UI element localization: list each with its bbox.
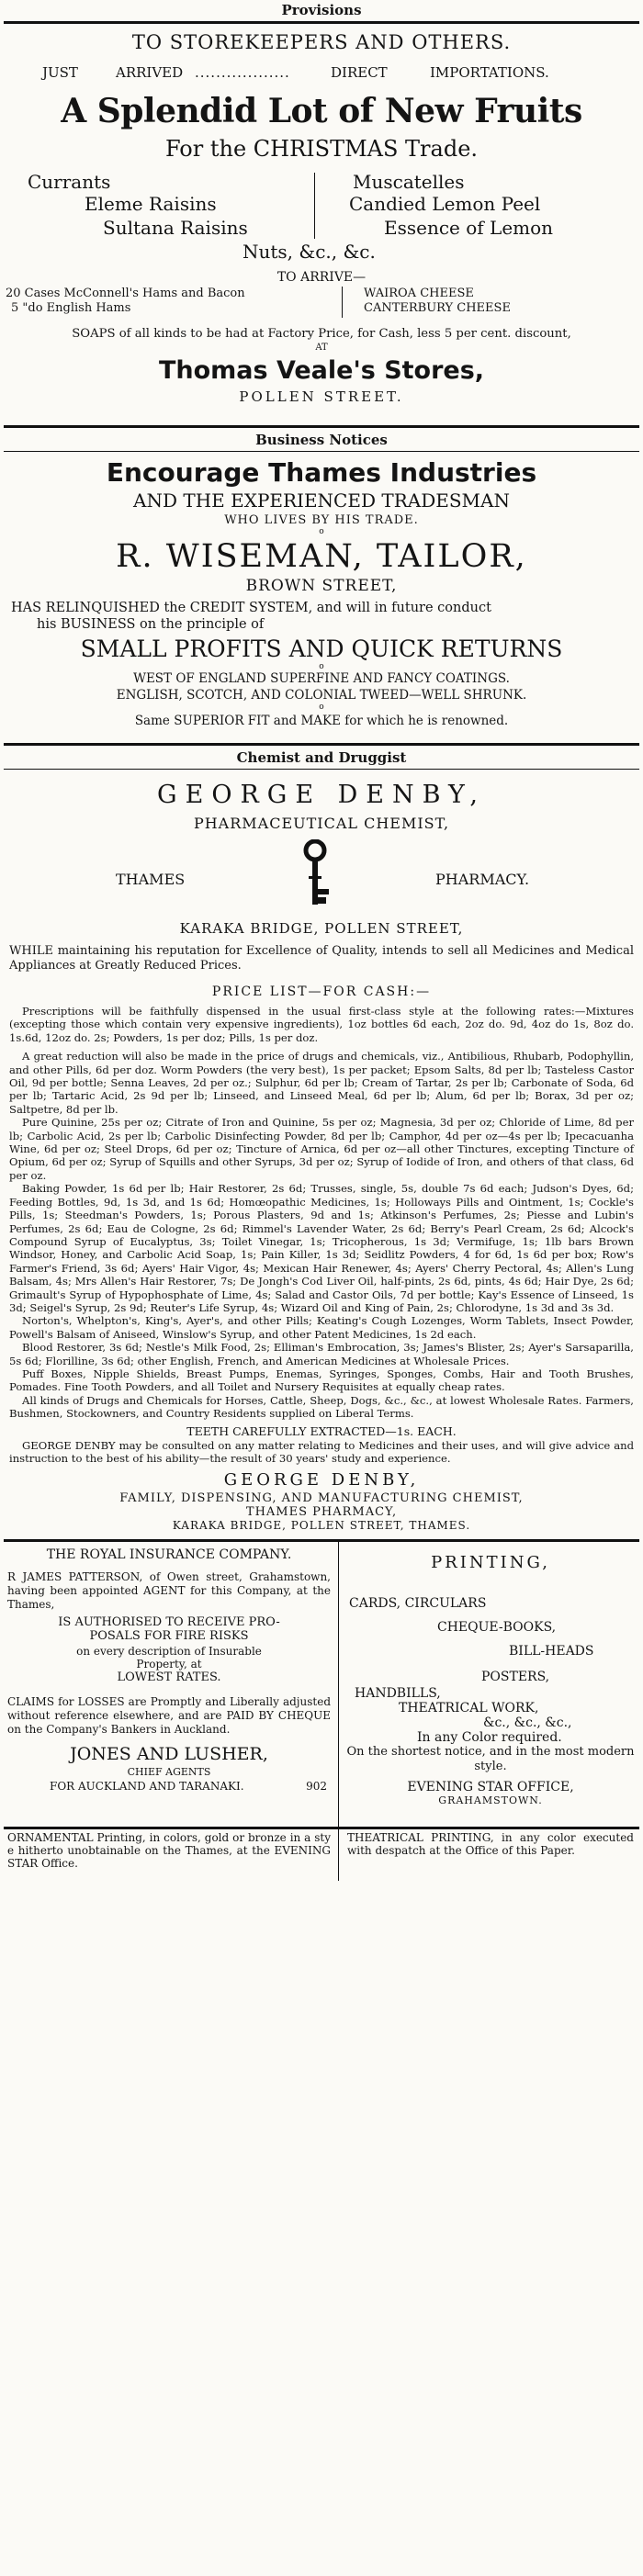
printing-grahamstown: GRAHAMSTOWN. [438,1794,543,1807]
cloth-line: ENGLISH, SCOTCH, AND COLONIAL TWEED—WELL SHRUNK. [116,688,527,703]
teeth-line: TEETH CAREFULLY EXTRACTED—1s. EACH. [186,1423,457,1438]
fruit-item: Candied Lemon Peel [349,193,541,215]
consult-paragraph: GEORGE DENBY may be consulted on any matter relating to Medicines and their uses, and will give advice and instruction to the best of his ability—the result of 30 years' study and experience. [9,1438,634,1465]
soap-line: SOAPS of all kinds to be had at Factory Price, for Cash, less 5 per cent. discount, [72,327,571,341]
imports-direct: DIRECT [331,64,388,81]
insurance-claims: CLAIMS for LOSSES are Promptly and Liberally adjusted without reference elsewhere, and are PAID BY CHEQUE on the Company's Bankers in Auckland. [7,1695,331,1737]
theatrical-notice: THEATRICAL PRINTING, in any color executed with despatch at the Office of this Paper. [347,1831,634,1858]
chemist-footer-name: GEORGE DENBY, [223,1470,420,1490]
business-headline: Encourage Thames Industries [106,457,537,488]
price-paragraph: Norton's, Whelpton's, King's, Ayer's, and other Pills; Keating's Cough Lozenges, Worm Tablets, Insect Powder, Powell's Balsam of Aniseed, Winslow's Syrup, and other Patent Medicines, 1s 2d each. [9,1314,634,1341]
column-divider [338,1542,339,1827]
divider [4,21,639,24]
key-icon [292,839,338,915]
chemist-intro: WHILE maintaining his reputation for Excellence of Quality, intends to sell all Medicines and Medical Appliances at Greatly Reduced Prices. [9,944,634,973]
column-divider [342,287,343,318]
printing-cards: CARDS, CIRCULARS [349,1596,487,1612]
printing-title: PRINTING, [431,1553,550,1573]
arrivals [0,285,643,321]
provisions-headline: TO STOREKEEPERS AND OTHERS. [131,31,512,53]
insurance-lowest: LOWEST RATES. [117,1670,221,1685]
fruit-item: Essence of Lemon [384,217,554,239]
business-sub2: WHO LIVES BY HIS TRADE. [224,513,419,527]
nuts-line: Nuts, &c., &c. [243,241,376,263]
tailor-notice-line: HAS RELINQUISHED the CREDIT SYSTEM, and will in future conduct [11,601,491,615]
bottom-columns [0,1542,643,1827]
printing-cheque: CHEQUE-BOOKS, [437,1620,557,1636]
fit-line: Same SUPERIOR FIT and MAKE for which he is renowned. [134,714,509,728]
section-title-chemist: Chemist and Druggist [236,749,407,766]
section-title-provisions: Provisions [281,2,362,18]
fruits-headline: A Splendid Lot of New Fruits [61,92,582,130]
price-paragraph: Prescriptions will be faithfully dispensed in the usual first-class style at the following rates:—Mixtures (excepting those which contain very expensive ingredients), 1oz bottles 6d each, 2oz do. 9d, 4oz do 1s, 8oz do. 1s.6d, 12oz do. 2s; Powders, 1s per doz; Pills, 1s per doz. [9,1005,634,1044]
price-paragraph: Blood Restorer, 3s 6d; Nestle's Milk Food, 2s; Elliman's Embrocation, 3s; James's Blister, 2s; Ayer's Sarsaparilla, 5s 6d; Florilline, 3s 6d; other English, French, and American Medicines at Wholesale Prices. [9,1341,634,1367]
thames-label: THAMES [116,871,186,888]
fruit-item: Muscatelles [353,171,465,193]
insurance-for-line [7,1780,331,1794]
chemist-footer-line: THAMES PHARMACY, [245,1505,398,1520]
printing-theatrical: THEATRICAL WORK, [399,1701,539,1716]
insurance-every: on every description of Insurable [76,1645,262,1659]
printing-bill: BILL-HEADS [509,1644,594,1659]
ornament: o [319,527,324,536]
christmas-line: For the CHRISTMAS Trade. [164,136,479,162]
divider [4,451,639,452]
insurance-ad [7,1547,331,1794]
insurance-firm: JONES AND LUSHER, [70,1744,268,1765]
printing-posters: POSTERS, [481,1670,550,1685]
imports-just: JUST [42,64,78,81]
insurance-chief: CHIEF AGENTS [127,1766,211,1779]
chemist-address: KARAKA BRIDGE, POLLEN STREET, [179,920,464,937]
business-sub1: AND THE EXPERIENCED TRADESMAN [133,489,510,512]
fruit-item: Currants [28,171,111,193]
price-paragraph: Baking Powder, 1s 6d per lb; Hair Restorer, 2s 6d; Trusses, single, 5s, double 7s 6d each; Judson's Dyes, 6d; Feeding Bottles, 9d, 1s 3d, and 1s 6d; Homœopathic Medicines, 1s; Holloways Pills and Ointment, 1s; Cockle's Pills, 1s; Steedman's Powders, 1s; Porous Plasters, 9d and 1s; Atkinson's Perfumes, 2s; Piesse and Lubin's Perfumes, 2s 6d; Eau de Cologne, 2s 6d; Rimmel's Lavender Water, 2s 6d; Berry's Pearl Cream, 2s 6d; Alcock's Compound Syrup of Eucalyptus, 3s; Toilet Vinegar, 1s; Tricopherous, 1s 3d; Vermifuge, 1s; 1lb bars Brown Windsor, Honey, and Carbolic Acid Soap, 1s; Pain Killer, 1s 3d; Seidlitz Powders, 4 for 6d, 1s 6d per box; Row's Farmer's Friend, 3s 6d; Ayers' Hair Vigor, 4s; Mexican Hair Renewer, 4s; Ayers' Cherry Pectoral, 4s; Allen's Lung Balsam, 4s; Mrs Allen's Hair Restorer, 7s; De Jongh's Cod Liver Oil, half-pints, 2s 6d, pints, 4s 6d; Hair Dye, 2s 6d; Grimault's Syrup of Hypophosphate of Lime, 4s; Salad and Castor Oils, 7d per bottle; Kay's Essence of Linseed, 1s 3d; Seigel's Syrup, 2s 9d; Reuter's Life Syrup, 4s; Wizard Oil and King of Pain, 2s; Chlorodyne, 1s 3d and 3s 3d. [9,1182,634,1314]
divider [4,769,639,770]
price-list-title: PRICE LIST—FOR CASH:— [211,984,432,999]
chemist-name: GEORGE DENBY, [157,781,486,809]
bottom-notices [0,1829,643,1881]
imports-arrived: ARRIVED [116,64,184,81]
chemist-title: PHARMACEUTICAL CHEMIST, [193,815,450,832]
fruit-item: Eleme Raisins [85,193,217,215]
ham-item: 5 "do English Hams [11,301,131,315]
cheese-item: WAIROA CHEESE [364,287,474,300]
ornament: o [319,703,324,712]
price-list [0,1005,643,1421]
insurance-for: FOR AUCKLAND AND TARANAKI. [50,1780,244,1794]
imports-importations: IMPORTATIONS. [430,64,549,81]
fruit-list [0,165,643,261]
tailor-street: BROWN STREET, [245,577,398,595]
dot-leader: .................. [195,64,290,81]
price-paragraph: All kinds of Drugs and Chemicals for Horses, Cattle, Sheep, Dogs, &c., &c., at lowest Wholesale Rates. Farmers, Bushmen, Stockowners, and Country Residents supplied on Liberal Terms. [9,1393,634,1421]
tailor-name: R. WISEMAN, TAILOR, [116,538,527,575]
pharmacy-label: PHARMACY. [435,871,530,888]
ham-item: 20 Cases McConnell's Hams and Bacon [6,287,245,300]
printing-notice: On the shortest notice, and in the most modern style. [346,1745,635,1774]
tailor-notice [0,601,643,634]
price-paragraph: A great reduction will also be made in the price of drugs and chemicals, viz., Antibilious, Rhubarb, Podophyllin, and other Pills, 6d per doz. Worm Powders (the very best), 1s per packet; Epsom Salts, 8d per lb; Tasteless Castor Oil, 9d per bottle; Senna Leaves, 2d per oz.; Sulphur, 6d per lb; Cream of Tartar, 2s per lb; Carbonate of Soda, 6d per lb; Tartaric Acid, 2s 9d per lb; Linseed, and Linseed Meal, 6d per lb; Alum, 6d per lb; Borax, 3d per oz; Saltpetre, 8d per lb. [9,1050,634,1116]
printing-ad [345,1553,636,1806]
at-line: AT [315,343,328,353]
insurance-agent: R JAMES PATTERSON, of Owen street, Grahamstown, having been appointed AGENT for this Company, at the Thames, [7,1570,331,1612]
cloth-line: WEST OF ENGLAND SUPERFINE AND FANCY COATINGS. [133,671,510,686]
insurance-property: Property, at [136,1658,202,1671]
ornamental-notice: ORNAMENTAL Printing, in colors, gold or bronze in a sty e hitherto unobtainable on the Thames, at the EVENING STAR Office. [7,1831,331,1871]
cheese-item: CANTERBURY CHEESE [364,301,511,315]
to-arrive: TO ARRIVE— [276,270,367,285]
key-row [0,838,643,913]
price-paragraph: Puff Boxes, Nipple Shields, Breast Pumps, Enemas, Syringes, Sponges, Combs, Hair and Tooth Brushes, Pomades. Fine Tooth Powders, and all Toilet and Nursery Requisites at equally cheap rates. [9,1367,634,1394]
fruit-item: Sultana Raisins [103,217,248,239]
column-divider [314,173,315,239]
chemist-footer-line: KARAKA BRIDGE, POLLEN STREET, THAMES. [172,1519,471,1533]
profits-line: SMALL PROFITS AND QUICK RETURNS [80,636,563,662]
insurance-authorised: POSALS FOR FIRE RISKS [89,1629,249,1644]
price-paragraph: Pure Quinine, 25s per oz; Citrate of Iron and Quinine, 5s per oz; Magnesia, 3d per oz; Chloride of Lime, 8d per lb; Carbolic Acid, 2s per lb; Carbolic Disinfecting Powder, 8d per lb; Camphor, 4d per oz—4s per lb; Ipecacuanha Wine, 6d per oz; Steel Drops, 6d per oz; Tincture of Arnica, 6d per oz—all other Tinctures, excepting Tincture of Opium, 6d per oz; Syrup of Squills and other Syrups, 3d per oz; Syrup of Iodide of Iron, and others of that class, 6d per oz. [9,1116,634,1182]
printing-office: EVENING STAR OFFICE, [407,1780,574,1795]
printing-handbills: HANDBILLS, [355,1686,441,1702]
section-title-business: Business Notices [255,432,388,448]
ornament: o [319,662,324,671]
tailor-notice-line: his BUSINESS on the principle of [37,617,265,632]
printing-etc: &c., &c., &c., [483,1715,572,1731]
insurance-number: 902 [306,1780,327,1794]
store-name: Thomas Veale's Stores, [158,356,485,385]
store-street: POLLEN STREET. [239,388,404,405]
insurance-authorised: IS AUTHORISED TO RECEIVE PRO- [58,1615,280,1630]
chemist-footer-line: FAMILY, DISPENSING, AND MANUFACTURING CHEMIST, [119,1491,524,1506]
printing-color: In any Color required. [417,1730,562,1746]
insurance-title: THE ROYAL INSURANCE COMPANY. [46,1547,292,1563]
column-divider [338,1829,339,1881]
imports-line [0,59,643,86]
